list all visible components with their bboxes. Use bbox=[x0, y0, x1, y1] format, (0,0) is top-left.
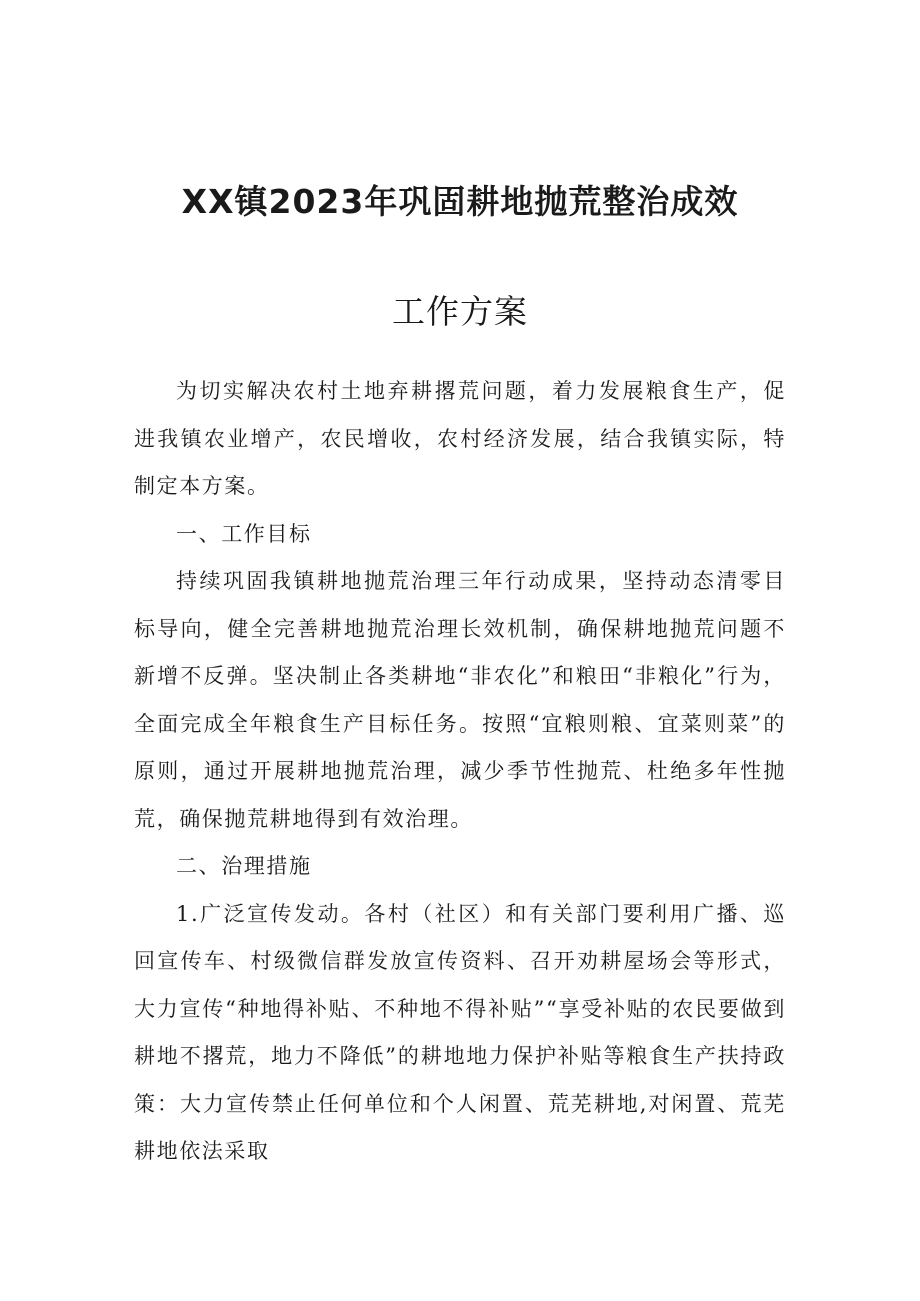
section-heading-measures: 二、治理措施 bbox=[176, 854, 312, 878]
goals-paragraph: 持续巩固我镇耕地抛荒治理三年行动成果，坚持动态清零目标导向，健全完善耕地抛荒治理长效机制，确保耕地抛荒问题不新增不反弹。坚决制止各类耕地“非农化”和粮田“非粮化”行为，全面完成全年粮食生产目标任务。按照“宜粮则粮、宜菜则菜”的原则，通过开展耕地抛荒治理，减少季节性抛荒、杜绝多年性抛荒，确保抛荒耕地得到有效治理。 bbox=[134, 569, 786, 831]
document-title-line1: XX镇2023年巩固耕地抛荒整治成效 bbox=[181, 182, 739, 221]
intro-paragraph: 为切实解决农村土地弃耕撂荒问题，着力发展粮食生产，促进我镇农业增产，农民增收，农村经济发展，结合我镇实际，特制定本方案。 bbox=[134, 379, 786, 498]
document-title-line2: 工作方案 bbox=[392, 292, 528, 331]
section-heading-goals: 一、工作目标 bbox=[176, 521, 312, 546]
document-body bbox=[134, 368, 786, 1176]
measure-1-paragraph: 1.广泛宣传发动。各村（社区）和有关部门要利用广播、巡回宣传车、村级微信群发放宣传资料、召开劝耕屋场会等形式，大力宣传“种地得补贴、不种地不得补贴”“享受补贴的农民要做到耕地不撂荒，地力不降低”的耕地地力保护补贴等粮食生产扶持政策：大力宣传禁止任何单位和个人闲置、荒芜耕地,对闲置、荒芜耕地依法采取 bbox=[134, 901, 786, 1163]
